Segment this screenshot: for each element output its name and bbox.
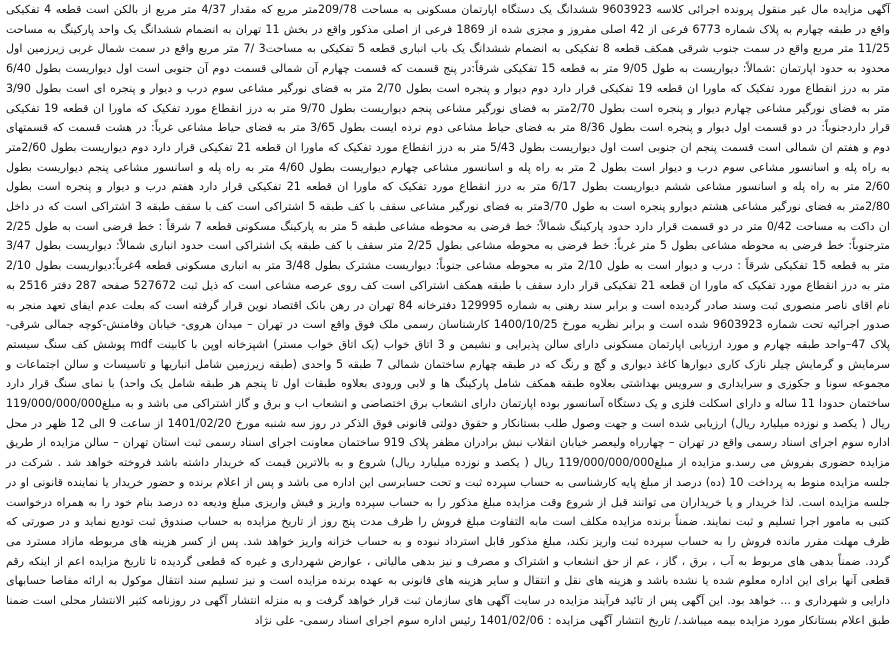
auction-notice-body: آگهی مزایده مال غیر منقول پرونده اجرائی کلاسه 9603923 ششدانگ یک دستگاه اپارتمان مسکونی به مساحت 209/78متر مربع که مقدار 4/37 متر مربع از بالکن است قطعه 4 تفکیکی واقع در طبقه چهارم به پلاک شماره 6773 فرعی از 42 اصلی مفروز و مجزی شده از 1869 فرعی از اصلی مذکور واقع در بخش 11 تهران به انضمام ششدانگ یک واحد پارکینگ به مساحت 11/25 متر مربع واقع در سمت جنوب شرقی همکف قطعه 8 تفکیکی به انضمام ششدانگ یک باب انباری قطعه 5 تفکیکی به مساحت3 /7 متر مربع واقع در سمت شمال غربی زیرزمین اول محدود به حدود اپارتمان :شمالاً: دیواریست به طول 9/05 متر به قطعه 15 تفکیکی شرقاً:در پنج قسمت که قسمت چهارم آن شمالی قسمت دوم آن جنوبی است اول دیواریست بطول 6/40 متر به درز انقطاع مورد تفکیک که ماورا ان قطعه 19 تفکیکی قرار دارد دوم دیوار و پنجره است بطول 2/70 متر به فضای نورگیر مشاعی سوم درب و دیوار و پنجره ای است بطول 3/90 متر به فضای نورگیر مشاعی چهارم دیوار و پنجره است بطول 2/70متر به فضای نورگیر مشاعی پنجم دیواریست بطول 9/70 متر به درز انقطاع مورد تفکیک که ماورا ان قطعه 19 تفکیکی قرار داردجنوباً: در دو قسمت اول دیوار و پنجره است بطول 8/36 متر به فضای حیاط مشاعی دوم نرده ایست بطول 3/65 متر به فضای حیاط مشاعی غرباً: در هشت قسمت که قسمتهای دوم و هفتم ان شمالی است قسمت پنجم ان جنوبی است اول دیواریست بطول 5/43 متر به درز انقطاع مورد تفکیک که ماورا ان قطعه 21 تفکیکی قرار دارد دوم دیواریست بطول 2/60متر به راه پله و اسانسور مشاعی سوم درب و دیوار است بطول 2 متر به راه پله و اسانسور مشاعی چهارم دیواریست بطول 4/60 متر به راه پله و اسانسور مشاعی پنجم دیواریست بطول 2/60 متر به راه پله و اسانسور مشاعی ششم دیواریست بطول 6/17 متر به درز انقطاع مورد تفکیک که ماورا ان قطعه 21 تفکیکی قرار دارد هفتم درب و دیوار و پنجره است بطول 2/80متر به فضای نورگیر مشاعی هشتم دیوارو پنجره است به طول 3/70متر به فضای نورگیر مشاعی سقف با کف طبقه 5 اشتراکی است کف با سقف طبقه 3 اشتراکی است که در داخل ان داکت به مساحت 0/42 متر در دو قسمت قرار دارد حدود پارکینگ شمالاً: خط فرضی به محوطه مشاعی طبقه 5 متر به پارکینگ مسکونی قطعه 7 شرقاً : خط فرضی است به طول 2/25 مترجنوباً: خط فرضی به محوطه مشاعی بطول 5 متر غرباً: خط فرضی به محوطه مشاعی بطول 2/25 متر سقف با کف طبقه یک اشتراکی است حدود انباری شمالاً: دیواریست بطول 3/47 متر به قطعه 15 تفکیکی شرقاً : درب و دیوار است به طول 2/10 متر به محوطه مشاعی جنوباً: دیواریست مشترک بطول 3/48 متر به انباری مسکونی قطعه 4غرباً:دیواریست بطول 2/10 متر به درز انقطاع مورد تفکیک که ماورا ان قطعه 21 تفکیکی قرار دارد سقف با طبقه همکف اشتراکی است کف روی عرصه مشاعی است که ذیل ثبت 527672 صفحه 287 دفتر 2516 به نام اقای ناصر منصوری ثبت وسند صادر گردیده است و برابر سند رهنی به شماره 129995 دفترخانه 84 تهران در رهن بانک اقتصاد نوین قرار گرفته است که بعلت عدم ایفای تعهد منجر به صدور اجرائیه تحت شماره 9603923 شده است و برابر نظریه مورخ 1400/10/25 کارشناسان رسمی ملک فوق واقع است در تهران – میدان هروی- خیابان وفامنش-کوچه جمالی شرقی- پلاک 47–واحد طبقه چهارم و مورد ارزیابی اپارتمان مسکونی دارای سالن پذیرایی و نشیمن و 3 اتاق خواب (یک اتاق خواب مستر) اشپزخانه اوپن با کابینت mdf پوشش کف سنگ سیستم سرمایش و گرمایش چیلر نازک کاری دیوارها کاغذ دیواری و گچ و رنگ که در طبقه چهارم ساختمان شمالی 7 طبقه 5 واحدی (طبقه زیرزمین شامل انباریها و تاسیسات و سالن اجتماعات و مجموعه سونا و جکوزی و سرایداری و سرویس بهداشتی بعلاوه طبقه همکف شامل پارکینگ ها و لابی ورودی بعلاوه طبقات اول تا پنجم هر طبقه شامل یک واحد) با نمای سنگ قرار دارد ساختمان حدودا 11 ساله و دارای اسکلت فلزی و یک دستگاه آسانسور بوده اپارتمان دارای انشعاب برق اختصاصی و انشعاب اب و برق و گاز اشتراکی می باشد و به مبلغ119/000/000/000 ریال ( یکصد و نوزده میلیارد ریال) ارزیابی شده است و جهت وصول طلب بستانکار و حقوق دولتی قانونی فوق الذکر در روز سه شنبه مورخ 1401/02/20 از ساعت 9 الی 12 ظهر در محل اداره سوم اجرای اسناد رسمی واقع در تهران – چهارراه ولیعصر خیابان انقلاب نبش برادران مظفر پلاک 919 ساختمان معاونت اجرای اسناد رسمی ثبت استان تهران – سالن مزایده از طریق مزایده حضوری بفروش می رسد.و مزایده از مبلغ119/000/000/000 ریال ( یکصد و نوزده میلیارد ریال) شروع و به بالاترین قیمت که خریدار داشته باشد فروخته خواهد شد . شرکت در جلسه مزایده منوط به پرداخت 10 (ده) درصد از مبلغ پایه کارشناسی به حساب سپرده ثبت و تحت حسابرسی این اداره می باشد و پس از اعلام برنده و حضور خریدار یا نماینده قانونی او در جلسه مزایده است. لذا خریدار و یا خریداران می توانند قبل از شروع وقت مزایده مبلغ مذکور را به حساب سپرده واریز و فیش واریزی مبلغ ودیعه ده درصد بنام خود را به همراه درخواست کتبی به مامور اجرا تسلیم و ثبت نمایند. ضمناً برنده مزایده مکلف است مابه التفاوت مبلغ فروش را ظرف مدت پنج روز از تاریخ مزایده به حساب صندوق ثبت تودیع نماید و در صورتی که ظرف مهلت مقرر مانده فروش را به حساب سپرده ثبت واریز نکند، مبلغ مذکور قابل استرداد نبوده و به حساب خزانه واریز خواهد شد. پس از کسر هزینه های مربوطه مازاد مسترد می گردد. ضمناً بدهی های مربوط به آب ، برق ، گاز ، عم از حق انشعاب و اشتراک و مصرف و نیز بدهی مالیاتی ، عوارض شهرداری و غیره که قطعی گردیده تا تاریخ مزایده اعم از اینکه رقم قطعی آنها برای این اداره معلوم شده یا نشده باشد و هزینه های نقل و انتقال و سایر هزینه های قانونی به عهده برنده مزایده است و نیز تسلیم سند انتقال موکول به ارائه مفاصا حسابهای دارایی و شهرداری و ... خواهد بود. این آگهی پس از تائید فرآیند مزایده در سایت آگهی های سازمان ثبت قرار خواهد گرفت و به منزله انتشار آگهی در روزنامه کثیر الانتشار محلی است ضمنا طبق اعلام بستانکار مورد مزایده بیمه میباشد./ تاریخ انتشار آگهی مزایده : 1401/02/06 رئیس اداره سوم اجرای اسناد رسمی- علی نژاد — [6, 3, 891, 627]
